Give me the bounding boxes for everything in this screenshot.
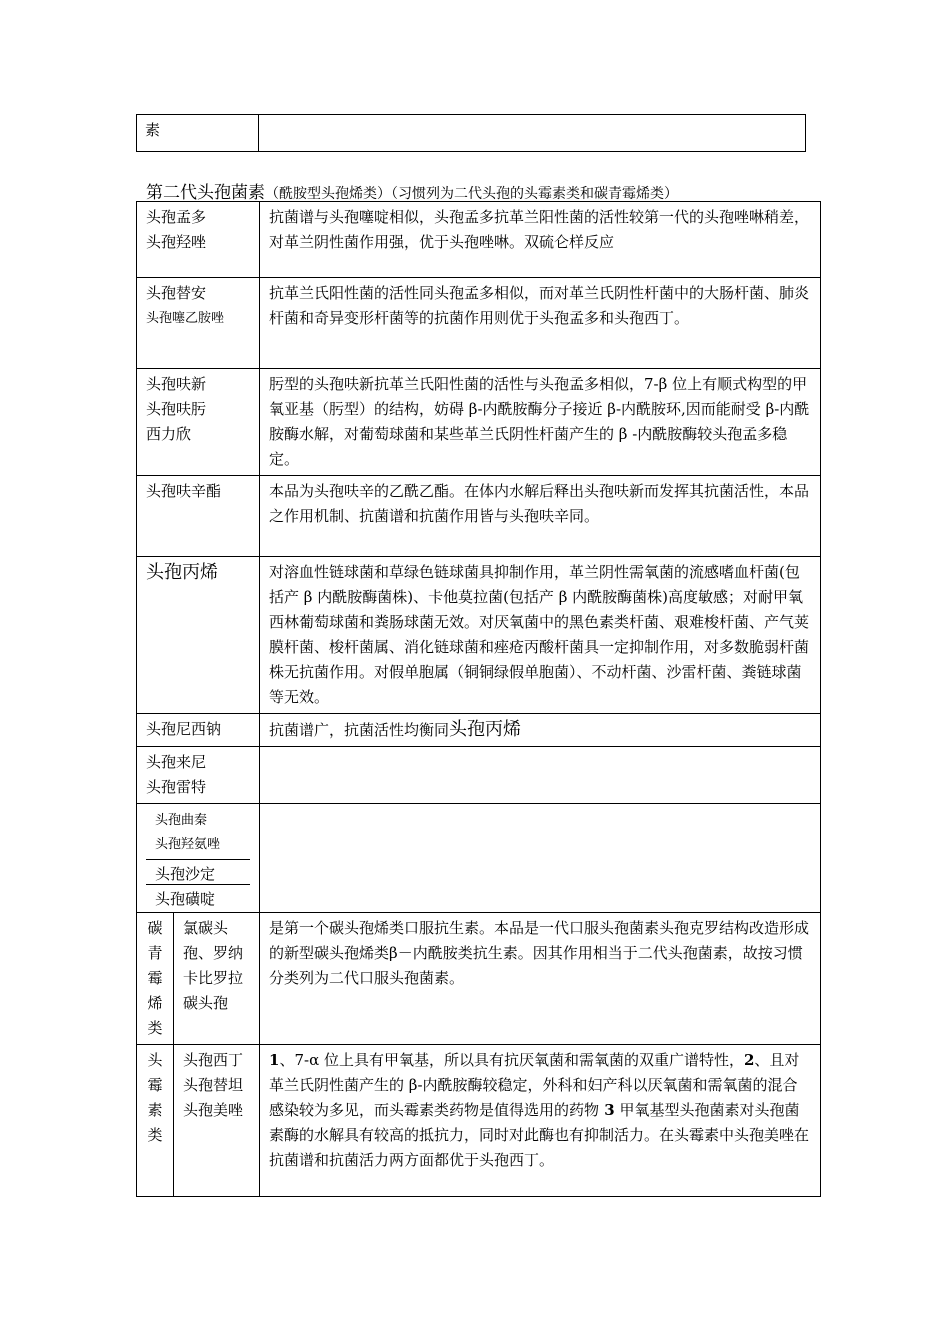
drug-name-cell bbox=[137, 476, 260, 557]
drug-description: 抗革兰氏阳性菌的活性同头孢孟多相似，而对革兰氏阴性杆菌中的大肠杆菌、肺炎杆菌和奇异变形杆菌等的抗菌作用则优于头孢孟多和头孢西丁。 bbox=[260, 278, 821, 369]
table-row bbox=[137, 913, 821, 1045]
table-row bbox=[137, 476, 821, 557]
drug-name: 头孢西丁 bbox=[183, 1051, 244, 1069]
drug-name: 头孢磺啶 bbox=[146, 884, 250, 909]
group-label-cell bbox=[137, 913, 174, 1045]
drug-name-cell bbox=[137, 714, 260, 747]
drug-name: 头孢曲秦 bbox=[155, 813, 208, 828]
drug-description bbox=[260, 714, 821, 747]
group-char: 类 bbox=[147, 1126, 163, 1144]
section-heading bbox=[146, 178, 678, 203]
group-char: 头 bbox=[147, 1051, 163, 1069]
group-label-cell bbox=[137, 1045, 174, 1197]
drug-description: 本品为头孢呋辛的乙酰乙酯。在体内水解后释出头孢呋新而发挥其抗菌活性，本品之作用机制、抗菌谱和抗菌作用皆与头孢呋辛同。 bbox=[260, 476, 821, 557]
drug-alias: 头孢雷特 bbox=[146, 778, 207, 796]
drug-table bbox=[136, 201, 821, 1197]
drug-description: 肟型的头孢呋新抗革兰氏阳性菌的活性与头孢孟多相似，7-β 位上有顺式构型的甲氧亚基（肟型）的结构，妨碍 β-内酰胺酶分子接近 β-内酰胺环,因而能耐受 β-内酰胺酶水解，对葡萄球菌和某些革兰氏阴性杆菌产生的 β -内酰胺酶较头孢孟多稳定。 bbox=[260, 369, 821, 476]
drug-alias: 头孢噻乙胺唑 bbox=[146, 311, 225, 326]
section-subtitle: （酰胺型头孢烯类）（习惯列为二代头孢的头霉素类和碳青霉烯类） bbox=[265, 186, 678, 202]
drug-alias: 头孢羟唑 bbox=[146, 233, 207, 251]
previous-table-cell: 素 bbox=[137, 115, 259, 151]
table-row bbox=[137, 369, 821, 476]
description-text: 、7-α 位上具有甲氧基，所以具有抗厌氧菌和需氧菌的双重广谱特性， bbox=[279, 1051, 744, 1069]
drug-name-cell bbox=[137, 278, 260, 369]
section-title: 第二代头孢菌素 bbox=[146, 183, 265, 203]
drug-description bbox=[260, 1045, 821, 1197]
description-text: 甲氧基型头孢菌素对头孢菌素酶的水解具有较高的抵抗力，同时对此酶也有抑制活力。在头霉素中头孢美唑在抗菌谱和抗菌活力两方面都优于头孢西丁。 bbox=[269, 1101, 810, 1169]
description-text: 抗菌谱广，抗菌活性均衡同 bbox=[269, 721, 450, 739]
drug-alias: 西力欣 bbox=[146, 425, 192, 443]
drug-name: 头孢孟多 bbox=[146, 208, 207, 226]
drug-name: 头孢替安 bbox=[146, 284, 207, 302]
point-number: 3 bbox=[599, 1101, 615, 1119]
table-row bbox=[137, 747, 821, 804]
drug-description: 对溶血性链球菌和草绿色链球菌具抑制作用，革兰阴性需氧菌的流感嗜血杆菌(包括产 β 内酰胺酶菌株)、卡他莫拉菌(包括产 β 内酰胺酶菌株)高度敏感；对耐甲氧西林葡萄球菌和粪肠球菌无效。对厌氧菌中的黑色素类杆菌、艰难梭杆菌、产气荚膜杆菌、梭杆菌属、消化链球菌和痤疮丙酸杆菌具一定抑制作用，对多数脆弱杆菌株无抗菌作用。对假单胞属（铜铜绿假单胞菌）、不动杆菌、沙雷杆菌、粪链球菌等无效。 bbox=[260, 557, 821, 714]
drug-alias: 头孢呋肟 bbox=[146, 400, 207, 418]
drug-name: 头孢呋新 bbox=[146, 375, 207, 393]
drug-name: 头孢呋辛酯 bbox=[146, 482, 222, 500]
group-char: 青 bbox=[147, 944, 163, 962]
table-row bbox=[137, 557, 821, 714]
drug-description: 是第一个碳头孢烯类口服抗生素。本品是一代口服头孢菌素头孢克罗结构改造形成的新型碳头孢烯类β－内酰胺类抗生素。因其作用相当于二代头孢菌素，故按习惯分类列为二代口服头孢菌素。 bbox=[260, 913, 821, 1045]
drug-name-cell bbox=[137, 557, 260, 714]
group-char: 烯 bbox=[147, 994, 163, 1012]
drug-name-group bbox=[146, 807, 250, 859]
group-char: 霉 bbox=[147, 969, 163, 987]
drug-name: 头孢沙定 bbox=[146, 859, 250, 884]
drug-name-cell bbox=[137, 369, 260, 476]
drug-description-empty bbox=[260, 804, 821, 913]
drug-name-cell bbox=[137, 747, 260, 804]
previous-table-fragment bbox=[136, 114, 806, 152]
table-row bbox=[137, 202, 821, 278]
drug-alias: 头孢羟氨唑 bbox=[155, 837, 221, 852]
drug-description: 抗菌谱与头孢噻啶相似，头孢孟多抗革兰阳性菌的活性较第一代的头孢唑啉稍差，对革兰阴性菌作用强，优于头孢唑啉。双硫仑样反应 bbox=[260, 202, 821, 278]
point-number: 1 bbox=[269, 1051, 280, 1069]
drug-name-cell bbox=[174, 1045, 260, 1197]
group-char: 碳 bbox=[147, 919, 163, 937]
drug-name: 头孢尼西钠 bbox=[146, 720, 222, 738]
group-char: 类 bbox=[147, 1019, 163, 1037]
drug-name: 头孢丙烯 bbox=[146, 562, 218, 583]
point-number: 2 bbox=[743, 1051, 755, 1069]
table-row bbox=[137, 278, 821, 369]
description-text: 、且对革兰氏阴性菌产生的 β-内酰胺酶较稳定，外科和妇产科以厌氧菌和需氧菌的混合感染较为多见，而头霉素类药物是值得选用的药物 bbox=[269, 1051, 800, 1119]
drug-name: 氯碳头孢、罗纳卡比罗拉碳头孢 bbox=[174, 913, 260, 1045]
drug-name: 头孢替坦 bbox=[183, 1076, 244, 1094]
drug-name: 头孢来尼 bbox=[146, 753, 207, 771]
drug-name: 头孢美唑 bbox=[183, 1101, 244, 1119]
description-ref: 头孢丙烯 bbox=[449, 719, 522, 740]
table-row bbox=[137, 1045, 821, 1197]
table-row bbox=[137, 714, 821, 747]
table-row bbox=[137, 804, 821, 913]
group-char: 素 bbox=[147, 1101, 163, 1119]
group-char: 霉 bbox=[147, 1076, 163, 1094]
drug-description-empty bbox=[260, 747, 821, 804]
drug-name-cell bbox=[137, 804, 260, 913]
drug-name-cell bbox=[137, 202, 260, 278]
